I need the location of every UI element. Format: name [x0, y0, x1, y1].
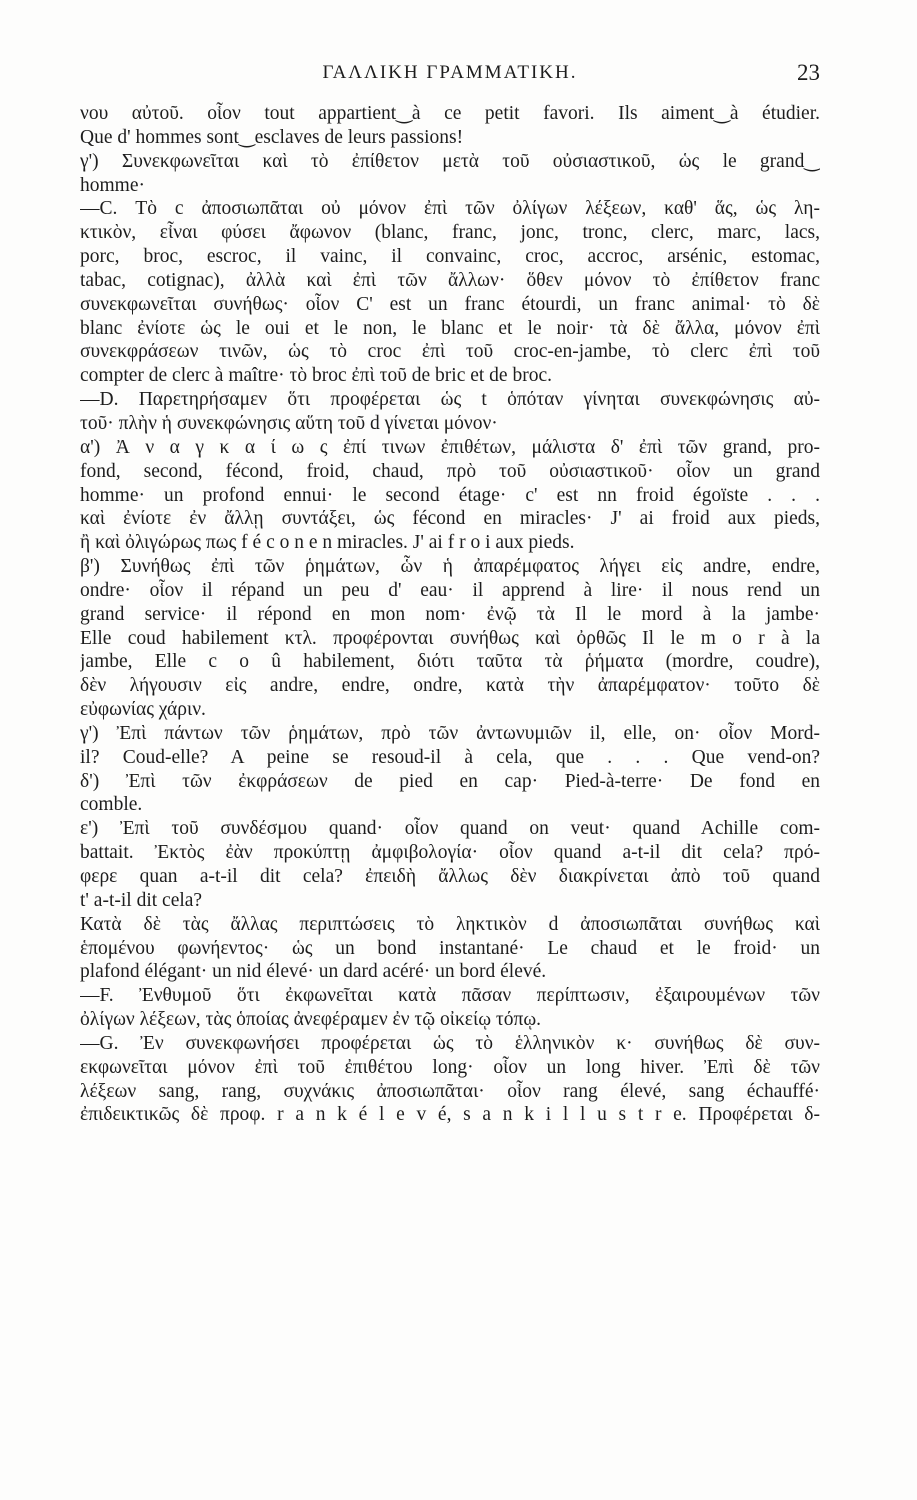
text-line: συνεκφωνεῖται συνήθως· οἷον C' est un franc étourdi, un franc animal· τὸ δὲ: [80, 293, 820, 315]
text-line: Que d' hommes sont‿esclaves de leurs passions!: [80, 126, 464, 148]
text-line: ἢ καὶ ὀλιγώρως πως f é c o n e n miracles. J' ai f r o i aux pieds.: [80, 532, 575, 554]
text-line: δὲν λήγουσιν εἰς andre, endre, ondre, κατὰ τὴν ἀπαρέμφατον· τοῦτο δὲ: [80, 675, 820, 697]
text-line: homme·: [80, 174, 145, 196]
body-text: [80, 102, 820, 1127]
text-line: compter de clerc à maître· τὸ broc ἐπὶ τοῦ de bric et de broc.: [80, 365, 552, 387]
text-line: porc, broc, escroc, il vainc, il convainc, croc, accroc, arsénic, estomac,: [80, 246, 820, 268]
text-line: ε') Ἐπὶ τοῦ συνδέσμου quand· οἷον quand on veut· quand Achille com-: [80, 818, 820, 840]
text-line: comble.: [80, 794, 143, 816]
text-line: ἑπομένου φωνήεντος· ὡς un bond instantané· Le chaud et le froid· un: [80, 937, 820, 959]
text-line: —C. Τὸ c ἀποσιωπᾶται οὐ μόνον ἐπὶ τῶν ὀλίγων λέξεων, καθ' ἅς, ὡς λη-: [80, 198, 820, 220]
page-header: [80, 62, 820, 92]
text-line: t' a-t-il dit cela?: [80, 889, 203, 911]
text-line: ἐπιδεικτικῶς δὲ προφ. r a n k é l e v é, s a n k i l l u s t r e. Προφέρεται δ-: [80, 1104, 820, 1126]
text-line: δ') Ἐπὶ τῶν ἐκφράσεων de pied en cap· Pied-à-terre· De fond en: [80, 770, 820, 792]
text-line: —D. Παρετηρήσαμεν ὅτι προφέρεται ὡς t ὁπόταν γίνηται συνεκφώνησις αὐ-: [80, 389, 820, 411]
text-line: plafond élégant· un nid élevé· un dard acéré· un bord élevé.: [80, 961, 547, 983]
text-line: τοῦ· πλὴν ἡ συνεκφώνησις αὕτη τοῦ d γίνεται μόνον·: [80, 412, 498, 434]
text-line: κτικὸν, εἶναι φύσει ἄφωνον (blanc, franc, jonc, tronc, clerc, marc, lacs,: [80, 222, 820, 244]
text-line: Elle coud habilement κτλ. προφέρονται συνήθως καὶ ὀρθῶς Il le m o r à la: [80, 627, 820, 649]
text-line: il? Coud-elle? A peine se resoud-il à cela, que . . . Que vend-on?: [80, 746, 820, 768]
text-line: ὀλίγων λέξεων, τὰς ὁποίας ἀνεφέραμεν ἐν τῷ οἰκείῳ τόπῳ.: [80, 1009, 542, 1031]
text-line: λέξεων sang, rang, συχνάκις ἀποσιωπᾶται· οἷον rang élevé, sang échauffé·: [80, 1080, 820, 1102]
text-line: α') Ἀ ν α γ κ α ί ω ς ἐπί τινων ἐπιθέτων, μάλιστα δ' ἐπὶ τῶν grand, pro-: [80, 436, 820, 458]
text-line: ondre· οἷον il répand un peu d' eau· il apprend à lire· il nous rend un: [80, 579, 820, 601]
text-line: φερε quan a-t-il dit cela? ἐπειδὴ ἄλλως δὲν διακρίνεται ἀπὸ τοῦ quand: [80, 866, 820, 887]
text-line: —F. Ἐνθυμοῦ ὅτι ἐκφωνεῖται κατὰ πᾶσαν περίπτωσιν, ἐξαιρουμένων τῶν: [80, 985, 820, 1007]
text-line: homme· un profond ennui· le second étage· c' est nn froid égoïste . . .: [80, 484, 820, 506]
page-number: 23: [797, 60, 820, 85]
text-line: εκφωνεῖται μόνον ἐπὶ τοῦ ἐπιθέτου long· οἷον un long hiver. Ἐπὶ δὲ τῶν: [80, 1056, 820, 1078]
text-line: καὶ ἐνίοτε ἐν ἄλλῃ συντάξει, ὡς fécond en miracles· J' ai froid aux pieds,: [80, 508, 820, 530]
text-line: β') Συνήθως ἐπὶ τῶν ῥημάτων, ὧν ἡ ἀπαρέμφατος λήγει εἰς andre, endre,: [80, 556, 820, 578]
text-line: blanc ἐνίοτε ὡς le oui et le non, le blanc et le noir· τὰ δὲ ἄλλα, μόνον ἐπὶ: [80, 317, 820, 339]
text-line: συνεκφράσεων τινῶν, ὡς τὸ croc ἐπὶ τοῦ croc-en-jambe, τὸ clerc ἐπὶ τοῦ: [80, 341, 820, 363]
text-line: γ') Ἐπὶ πάντων τῶν ῥημάτων, πρὸ τῶν ἀντωνυμιῶν il, elle, on· οἷον Mord-: [80, 722, 820, 744]
text-line: Κατὰ δὲ τὰς ἄλλας περιπτώσεις τὸ ληκτικὸν d ἀποσιωπᾶται συνήθως καὶ: [80, 913, 820, 935]
text-line: jambe, Elle c o û habilement, διότι ταῦτα τὰ ῥήματα (mordre, coudre),: [80, 651, 820, 673]
text-line: grand service· il répond en mon nom· ἐνῷ τὰ Il le mord à la jambe·: [80, 603, 820, 625]
text-line: εὐφωνίας χάριν.: [80, 699, 206, 721]
text-line: γ') Συνεκφωνεῖται καὶ τὸ ἐπίθετον μετὰ τοῦ οὐσιαστικοῦ, ὡς le grand‿: [80, 150, 820, 172]
text-line: fond, second, fécond, froid, chaud, πρὸ τοῦ οὐσιαστικοῦ· οἷον un grand: [80, 460, 820, 482]
text-line: νου αὐτοῦ. οἷον tout appartient‿à ce petit favori. Ils aiment‿à étudier.: [80, 103, 820, 124]
text-line: —G. Ἐν συνεκφωνήσει προφέρεται ὡς τὸ ἑλληνικὸν κ· συνήθως δὲ συν-: [80, 1032, 820, 1054]
text-line: tabac, cotignac), ἀλλὰ καὶ ἐπὶ τῶν ἄλλων· ὅθεν μόνον τὸ ἐπίθετον franc: [80, 269, 820, 291]
running-title: ΓΑΛΛΙΚΗ ΓΡΑΜΜΑΤΙΚΗ.: [322, 62, 578, 83]
text-line: battait. Ἐκτὸς ἐὰν προκύπτῃ ἀμφιβολογία· οἷον quand a-t-il dit cela? πρό-: [80, 842, 820, 864]
